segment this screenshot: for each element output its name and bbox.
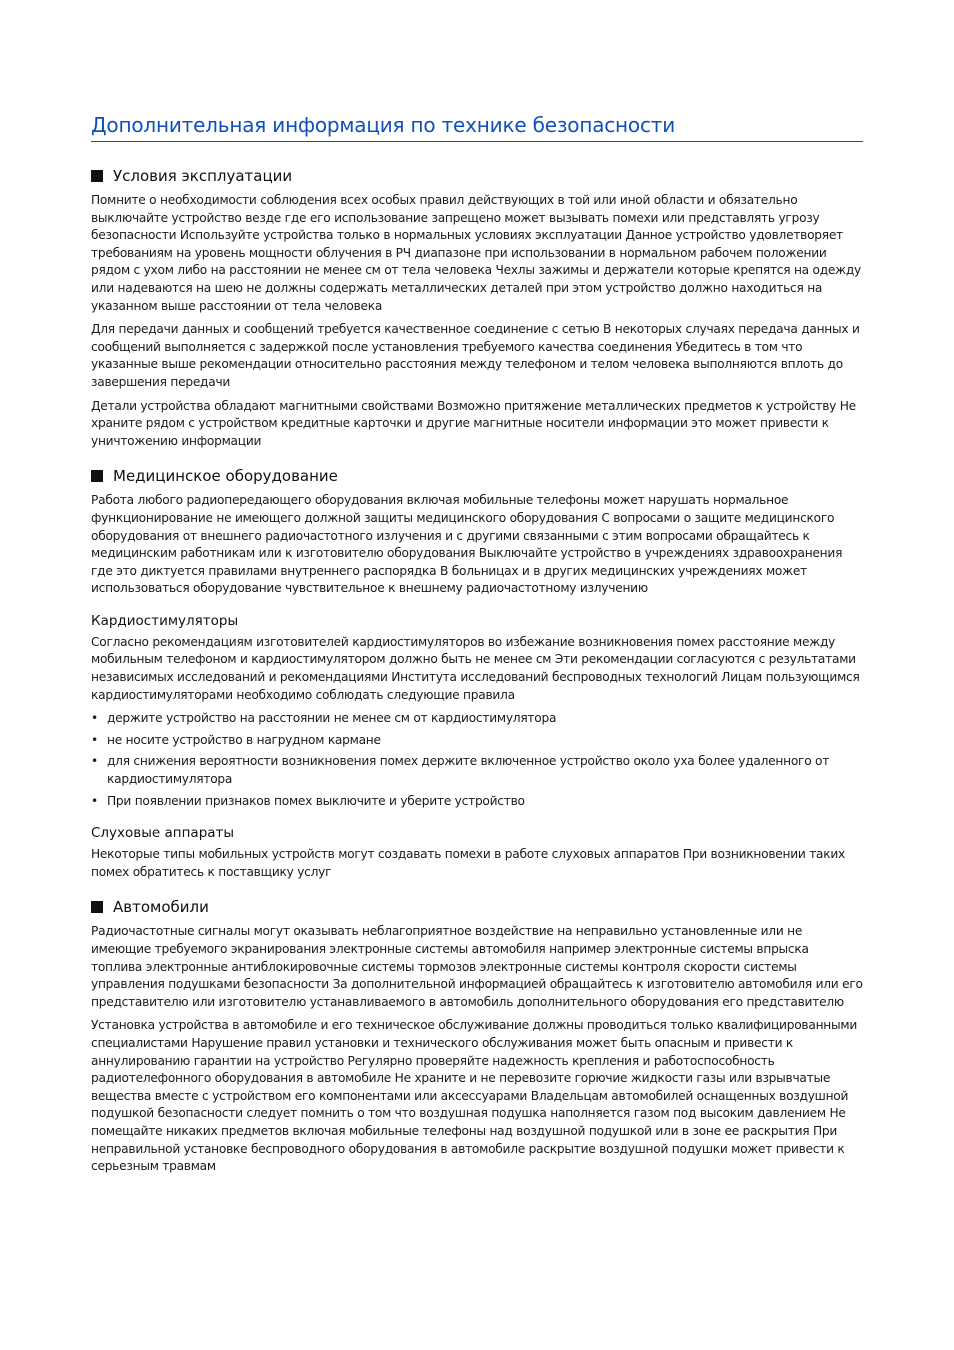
list-item [91, 710, 863, 728]
usage-paragraph-1: Помните о необходимости соблюдения всех особых правил действующих в той или иной области и обязательно выключайте устройство везде где его использование запрещено может вызывать помехи или представлять угрозу безопасности Используйте устройства только в нормальных условиях эксплуатации Данное устройство удовлетворяет требованиям на уровень мощности облучения в РЧ диапазоне при использовании в нормальном рабочем положении рядом с ухом либо на расстоянии не менее см от тела человека Чехлы зажимы и держатели которые крепятся на одежду или надеваются на шею не должны содержать металлических деталей при этом устройство должно находиться на указанном выше расстоянии от тела человека [91, 193, 862, 313]
list-item-text: для снижения вероятности возникновения помех держите включенное устройство около уха более удаленного от кардиостимулятора [107, 754, 830, 787]
list-item-text: не носите устройство в нагрудном кармане [107, 732, 381, 747]
list-item [91, 753, 863, 788]
document-content [91, 166, 863, 1192]
section-heading-usage [91, 166, 863, 186]
bullet-icon: • [91, 732, 98, 747]
pacemakers-paragraph: Согласно рекомендациям изготовителей кардиостимуляторов во избежание возникновения помех расстояние между мобильным телефоном и кардиостимулятором должно быть не менее см Эти рекомендации согласуются с результатами независимых исследований и рекомендациями Института исследований беспроводных технологий Лицам пользующимся кардиостимуляторами необходимо соблюдать следующие правила [91, 634, 860, 702]
bullet-icon: • [91, 711, 98, 726]
vehicles-paragraph-2: Установка устройства в автомобиле и его техническое обслуживание должны проводиться только квалифицированными специалистами Нарушение правил установки и технического обслуживания может быть опасным и привести к аннулированию гарантии на устройство Регулярно проверяйте надежность крепления и работоспособность радиотелефонного оборудования в автомобиле Не храните и не перевозите горючие жидкости газы или взрывчатые вещества вместе с устройством его компонентами или аксессуарами Владельцам автомобилей оснащенных воздушной подушкой безопасности следует помнить о том что воздушная подушка наполняется газом под высоким давлением Не помещайте никаких предметов включая мобильные телефоны над воздушной подушкой или в зоне ее раскрытия При неправильной установке беспроводного оборудования в автомобиле раскрытие воздушной подушки может привести к серьезным травмам [91, 1018, 857, 1174]
square-bullet-icon [91, 901, 103, 913]
section-medical [91, 466, 863, 881]
section-vehicles [91, 897, 863, 1175]
list-item [91, 793, 863, 811]
vehicles-paragraph-1: Радиочастотные сигналы могут оказывать неблагоприятное воздействие на неправильно установленные или не имеющие требуемого экранирования электронные системы автомобиля например электронные системы впрыска топлива электронные антиблокировочные системы тормозов электронные системы контроля скорости системы управления подушками безопасности За дополнительной информацией обращайтесь к изготовителю автомобиля или его представителю или изготовителю устанавливаемого в автомобиль дополнительного оборудования его представителю [91, 924, 863, 1009]
list-item-text: держите устройство на расстоянии не менее см от кардиостимулятора [107, 711, 557, 726]
square-bullet-icon [91, 170, 103, 182]
bullet-icon: • [91, 793, 98, 808]
section-heading-vehicles [91, 897, 863, 917]
section-heading-text: Медицинское оборудование [113, 467, 338, 486]
medical-paragraph-1: Работа любого радиопередающего оборудования включая мобильные телефоны может нарушать нормальное функционирование не имеющего должной защиты медицинского оборудования С вопросами о защите медицинского оборудования от внешнего радиочастотного излучения и с другими связанными с этим вопросами обращайтесь к медицинским работникам или к изготовителю оборудования Выключайте устройство в учреждениях здравоохранения где это диктуется правилами внутреннего распорядка В больницах и в других медицинских учреждениях может использоваться оборудование чувствительное к внешнему радиочастотному излучению [91, 493, 843, 596]
list-item [91, 732, 863, 750]
section-usage [91, 166, 863, 450]
pacemakers-list [91, 710, 863, 810]
section-heading-medical [91, 466, 863, 486]
bullet-icon: • [91, 754, 98, 769]
subheading-hearing-aids: Слуховые аппараты [91, 825, 235, 842]
square-bullet-icon [91, 470, 103, 482]
section-heading-text: Автомобили [113, 898, 209, 917]
usage-paragraph-3: Детали устройства обладают магнитными свойствами Возможно притяжение металлических предметов к устройству Не храните рядом с устройством кредитные карточки и другие магнитные носители информации это может привести к уничтожению информации [91, 398, 856, 448]
usage-paragraph-2: Для передачи данных и сообщений требуется качественное соединение с сетью В некоторых случаях передача данных и сообщений выполняется с задержкой после установления требуемого качества соединения Убедитесь в том что указанные выше рекомендации относительно расстояния между телефоном и телом человека выполняются вплоть до завершения передачи [91, 322, 860, 389]
hearing-paragraph: Некоторые типы мобильных устройств могут создавать помехи в работе слуховых аппаратов При возникновении таких помех обратитесь к поставщику услуг [91, 847, 846, 879]
section-heading-text: Условия эксплуатации [113, 167, 293, 185]
page-title: Дополнительная информация по технике безопасности [91, 113, 863, 142]
list-item-text: При появлении признаков помех выключите и уберите устройство [107, 793, 525, 808]
subheading-pacemakers: Кардиостимуляторы [91, 612, 239, 629]
